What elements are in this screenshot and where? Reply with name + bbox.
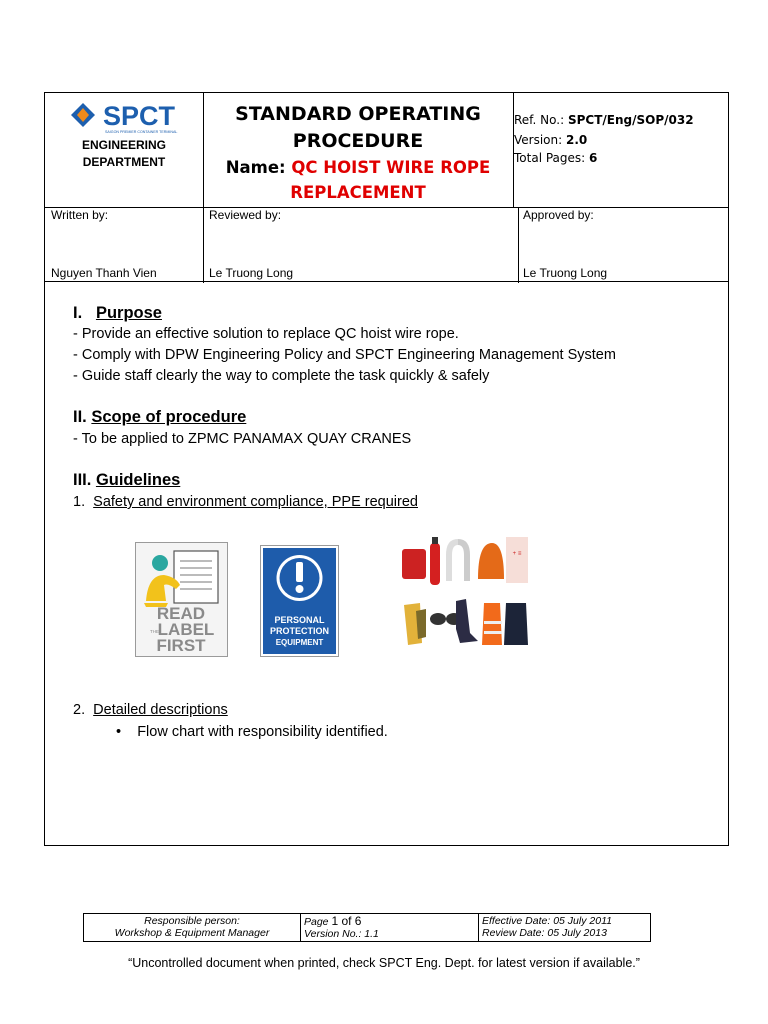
- reviewed-by-label: Reviewed by:: [209, 208, 282, 222]
- doc-title-line2: PROCEDURE: [292, 130, 424, 152]
- read-word: READ: [156, 604, 206, 623]
- logo-cell: [45, 93, 203, 207]
- approved-by-label: Approved by:: [523, 208, 594, 222]
- ppe-gear-collage: [400, 533, 530, 657]
- bullet-icon: •: [116, 724, 122, 740]
- ppe-word-protection: PROTECTION: [269, 626, 330, 636]
- footer-dates: Effective Date: 05 July 2011 Review Date: 05 July 2013: [482, 915, 612, 939]
- doc-name-line2: REPLACEMENT: [290, 183, 426, 202]
- ppe-word-equipment: EQUIPMENT: [275, 638, 324, 647]
- guideline-item-1: 1. Safety and environment compliance, PPE required: [73, 494, 418, 510]
- read-label-first-sign: [135, 542, 228, 657]
- first-word: FIRST: [156, 636, 206, 655]
- purpose-item: - Provide an effective solution to replace QC hoist wire rope.: [73, 326, 459, 342]
- logo-tagline: SAIGON PREMIER CONTAINER TERMINAL: [105, 130, 178, 134]
- uncontrolled-document-note: “Uncontrolled document when printed, check SPCT Eng. Dept. for latest version if available.”: [128, 956, 640, 970]
- guideline-item-2-bullet: • Flow chart with responsibility identified.: [116, 724, 388, 740]
- guideline-item-2: 2. Detailed descriptions: [73, 702, 228, 718]
- ppe-word-personal: PERSONAL: [274, 615, 325, 625]
- svg-text:+ ≡: + ≡: [512, 551, 522, 557]
- purpose-item: - Comply with DPW Engineering Policy and SPCT Engineering Management System: [73, 347, 616, 363]
- purpose-heading: I. Purpose: [73, 304, 162, 322]
- approved-by-name: Le Truong Long: [523, 266, 608, 280]
- logo-text: SPCT: [103, 101, 176, 131]
- ppe-gear-illustration: [400, 533, 530, 657]
- read-label-illustration: [136, 543, 227, 656]
- doc-name-line1: Name: QC HOIST WIRE ROPE: [225, 158, 491, 177]
- doc-title-line1: STANDARD OPERATING: [235, 103, 481, 125]
- ppe-illustration: [261, 546, 338, 656]
- written-by-name: Nguyen Thanh Vien: [51, 266, 157, 280]
- written-by-label: Written by:: [51, 208, 109, 222]
- version: Version: 2.0: [514, 133, 588, 147]
- header-table: [44, 92, 729, 282]
- total-pages: Total Pages: 6: [514, 151, 598, 165]
- reviewed-by-name: Le Truong Long: [209, 266, 294, 280]
- ref-number: Ref. No.: SPCT/Eng/SOP/032: [514, 113, 694, 127]
- department-label: ENGINEERING DEPARTMENT: [81, 138, 166, 169]
- purpose-item: - Guide staff clearly the way to complete the task quickly & safely: [73, 368, 490, 384]
- guidelines-heading: III. Guidelines: [73, 471, 181, 489]
- footer-page: Page 1 of 6 Version No.: 1.1: [304, 914, 379, 940]
- title-cell: [203, 93, 513, 207]
- spct-logo: [61, 95, 185, 141]
- footer-responsible: Responsible person: Workshop & Equipment Manager: [114, 915, 270, 939]
- label-word: LABEL: [157, 620, 215, 639]
- the-word: THE: [150, 629, 159, 634]
- scope-heading: II. Scope of procedure: [73, 408, 247, 426]
- ref-cell: [514, 93, 730, 207]
- scope-item: - To be applied to ZPMC PANAMAX QUAY CRANES: [73, 431, 412, 447]
- footer-table: [83, 913, 651, 942]
- ppe-sign: [260, 545, 339, 657]
